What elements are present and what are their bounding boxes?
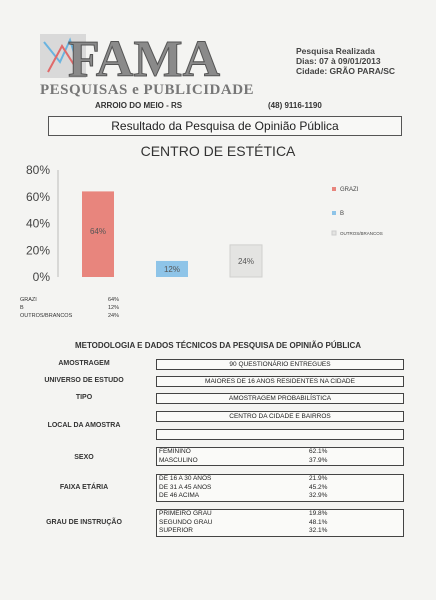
row-label: SUPERIOR xyxy=(159,527,193,534)
table-row xyxy=(157,457,403,466)
local-value: CENTRO DA CIDADE E BAIRROS xyxy=(156,411,404,422)
logo-subtitle: PESQUISAS e PUBLICIDADE xyxy=(40,82,255,98)
amostragem-label: AMOSTRAGEM xyxy=(58,360,110,367)
row-percent: 32.1% xyxy=(309,527,328,534)
row-label: PRIMEIRO GRAU xyxy=(159,510,212,517)
survey-info-line3: Cidade: GRÃO PARA/SC xyxy=(296,66,396,76)
tipo-value: AMOSTRAGEM PROBABILÍSTICA xyxy=(156,393,404,404)
row-label: MASCULINO xyxy=(159,456,198,464)
bar-chart xyxy=(0,160,436,290)
bar-data-label: 24% xyxy=(237,256,255,266)
survey-info-line2: Dias: 07 à 09/01/2013 xyxy=(296,56,381,66)
grau-label: GRAU DE INSTRUÇÃO xyxy=(46,519,122,526)
company-location: ARROIO DO MEIO - RS xyxy=(95,101,183,110)
faixa-label: FAIXA ETÁRIA xyxy=(59,484,109,491)
table-row xyxy=(157,510,403,519)
row-percent: 32.9% xyxy=(309,492,328,499)
local-value-extra xyxy=(156,429,404,440)
table-row xyxy=(157,475,403,484)
summary-value: 64% xyxy=(108,297,120,303)
row-percent: 45.2% xyxy=(309,483,328,491)
faixa-table xyxy=(156,474,404,502)
summary-name: B xyxy=(20,305,24,311)
survey-info-line1: Pesquisa Realizada xyxy=(296,46,375,56)
universo-label: UNIVERSO DE ESTUDO xyxy=(44,377,124,384)
table-row xyxy=(157,527,403,536)
legend-entry: B xyxy=(340,211,345,217)
legend-entry: GRAZI xyxy=(340,187,359,193)
local-label: LOCAL DA AMOSTRA xyxy=(47,422,121,429)
y-tick-label: 80% xyxy=(25,163,50,177)
table-row xyxy=(157,484,403,493)
row-percent: 19.8% xyxy=(309,510,328,517)
summary-value: 12% xyxy=(108,305,120,311)
bar-data-label: 64% xyxy=(89,227,107,237)
row-percent: 21.9% xyxy=(309,475,328,482)
y-tick-label: 60% xyxy=(25,189,50,204)
row-label: SEGUNDO GRAU xyxy=(159,518,213,526)
table-row xyxy=(157,448,403,457)
sexo-label: SEXO xyxy=(74,454,94,461)
y-tick-label: 20% xyxy=(25,243,50,258)
bar-data-label: 12% xyxy=(163,264,181,274)
legend-swatch xyxy=(332,211,336,215)
table-row xyxy=(157,519,403,528)
sexo-table xyxy=(156,447,404,466)
logo-text: FAMA xyxy=(68,32,221,82)
amostragem-value: 90 QUESTIONÁRIO ENTREGUES xyxy=(156,359,404,370)
summary-value: 24% xyxy=(108,313,120,319)
grau-table xyxy=(156,509,404,537)
universo-value: MAIORES DE 16 ANOS RESIDENTES NA CIDADE xyxy=(156,376,404,387)
summary-name: OUTROS/BRANCOS xyxy=(20,313,73,319)
row-label: FEMININO xyxy=(159,448,191,455)
company-phone: (48) 9116-1190 xyxy=(268,101,322,110)
tech-section-title: METODOLOGIA E DADOS TÉCNICOS DA PESQUISA DE OPINIÃO PÚBLICA xyxy=(74,341,362,350)
chart-title: CENTRO DE ESTÉTICA xyxy=(140,143,296,159)
legend-swatch xyxy=(332,231,336,235)
y-tick-label: 40% xyxy=(25,216,50,231)
legend-swatch xyxy=(332,187,336,191)
y-tick-label: 0% xyxy=(32,270,50,284)
row-label: DE 46 ACIMA xyxy=(159,492,200,499)
tipo-label: TIPO xyxy=(75,394,93,401)
row-percent: 48.1% xyxy=(309,518,328,526)
result-title-box: Resultado da Pesquisa de Opinião Pública xyxy=(48,116,402,136)
row-percent: 62.1% xyxy=(309,448,328,455)
survey-info xyxy=(296,46,395,76)
table-row xyxy=(157,492,403,501)
fama-logo xyxy=(40,32,260,82)
row-label: DE 16 A 30 ANOS xyxy=(159,475,212,482)
row-label: DE 31 A 45 ANOS xyxy=(159,483,212,491)
row-percent: 37.9% xyxy=(309,456,328,464)
legend-entry: OUTROS/BRANCOS xyxy=(340,231,383,236)
summary-name: GRAZI xyxy=(20,297,37,303)
